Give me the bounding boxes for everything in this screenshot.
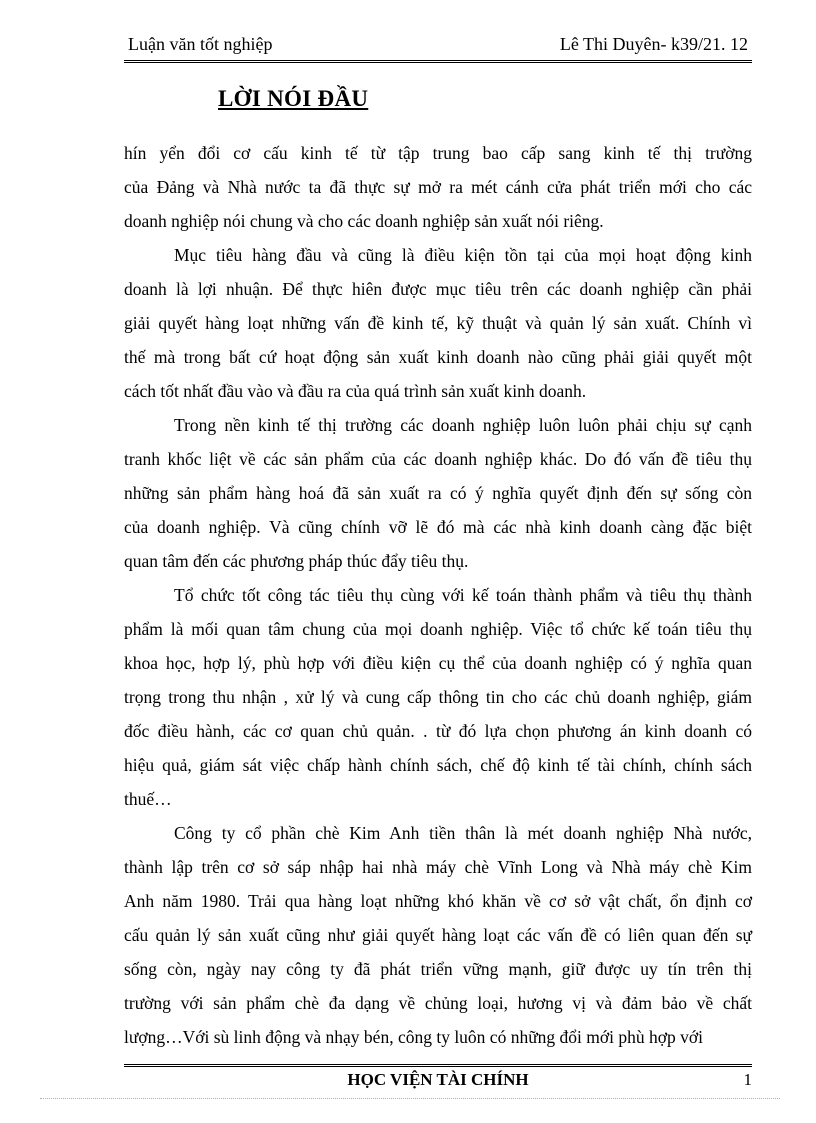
text-line: giải quyết hàng loạt những vấn đề kinh tế, kỹ thuật và quản lý sản xuất. Chính vì: [124, 313, 752, 333]
text-line: thành lập trên cơ sở sáp nhập hai nhà máy chè Vĩnh Long và Nhà máy chè Kim: [124, 857, 752, 877]
text-line: đốc điều hành, các cơ quan chủ quản. . từ đó lựa chọn phương án kinh doanh có: [124, 721, 752, 741]
text-line: Anh năm 1980. Trải qua hàng loạt những khó khăn về cơ sở vật chất, ổn định cơ: [124, 891, 752, 911]
text-line: Mục tiêu hàng đầu và cũng là điều kiện tồn tại của mọi hoạt động kinh: [174, 245, 752, 265]
text-line: của doanh nghiệp. Và cũng chính vỡ lẽ đó mà các nhà kinh doanh càng đặc biệt: [124, 517, 752, 537]
footer-center-text: HỌC VIỆN TÀI CHÍNH: [347, 1070, 529, 1089]
text-line: doanh là lợi nhuận. Để thực hiên được mục tiêu trên các doanh nghiệp cần phải: [124, 279, 752, 299]
text-line: những sản phẩm hàng hoá đã sản xuất ra có ý nghĩa quyết định đến sự sống còn: [124, 483, 752, 503]
document-title: LỜI NÓI ĐẦU: [218, 86, 369, 111]
text-line: Công ty cổ phần chè Kim Anh tiền thân là mét doanh nghiệp Nhà nước,: [174, 823, 752, 843]
text-line: Trong nền kinh tế thị trường các doanh nghiệp luôn luôn phải chịu sự cạnh: [174, 415, 752, 435]
header-right-text: Lê Thi Duyên- k39/21. 12: [559, 34, 748, 54]
text-line: khoa học, hợp lý, phù hợp với điều kiện cụ thể của doanh nghiệp có ý nghĩa quan: [124, 653, 752, 673]
text-line: thế mà trong bất cứ hoạt động sản xuất kinh doanh nào cũng phải giải quyết một: [124, 347, 752, 367]
text-line: quan tâm đến các phương pháp thúc đẩy tiêu thụ.: [124, 551, 469, 571]
document-body: [124, 136, 752, 1054]
text-line: thuế…: [124, 789, 172, 809]
paragraph: [124, 408, 752, 578]
paragraph: [124, 136, 752, 238]
text-line: phẩm là mối quan tâm chung của mọi doanh nghiệp. Việc tổ chức kế toán tiêu thụ: [124, 619, 752, 639]
text-line: lượng…Với sù linh động và nhạy bén, công ty luôn có những đổi mới phù hợp với: [124, 1027, 704, 1047]
text-line: Tổ chức tốt công tác tiêu thụ cùng với kế toán thành phẩm và tiêu thụ thành: [174, 585, 752, 605]
page-header: [128, 32, 748, 60]
text-line: trường với sản phẩm chè đa dạng về chủng loại, hương vị và đảm bảo về chất: [124, 993, 752, 1013]
page-number: 1: [743, 1070, 752, 1089]
text-line: cách tốt nhất đầu vào và đầu ra của quá trình sản xuất kinh doanh.: [124, 381, 587, 401]
text-line: trọng trong thu nhận , xử lý và cung cấp thông tin cho các chủ doanh nghiệp, giám: [124, 687, 752, 707]
text-line: hiệu quả, giám sát việc chấp hành chính sách, chế độ kinh tế tài chính, chính sách: [124, 755, 752, 775]
text-line: hín yển đổi cơ cấu kinh tế từ tập trung bao cấp sang kinh tế thị trường: [124, 143, 752, 163]
paragraph: [124, 238, 752, 408]
footer-double-rule: [124, 1064, 752, 1067]
text-line: của Đảng và Nhà nước ta đã thực sự mở ra mét cánh cửa phát triển mới cho các: [124, 177, 752, 197]
page-footer: [124, 1070, 752, 1094]
text-line: tranh khốc liệt về các sản phẩm của các doanh nghiệp khác. Do đó vấn đề tiêu thụ: [124, 449, 752, 469]
paragraph: [124, 578, 752, 816]
text-line: doanh nghiệp nói chung và cho các doanh nghiệp sản xuất nói riêng.: [124, 211, 604, 231]
paragraph: [124, 816, 752, 1054]
page-boundary-dotted-line: [40, 1098, 780, 1099]
text-line: sống còn, ngày nay công ty đã phát triển vững mạnh, giữ được uy tín trên thị: [124, 959, 752, 979]
text-line: cấu quản lý sản xuất cũng như giải quyết hàng loạt các vấn đề có liên quan đến sự: [124, 925, 752, 945]
header-double-rule: [124, 60, 752, 63]
header-left-text: Luận văn tốt nghiệp: [128, 34, 273, 54]
